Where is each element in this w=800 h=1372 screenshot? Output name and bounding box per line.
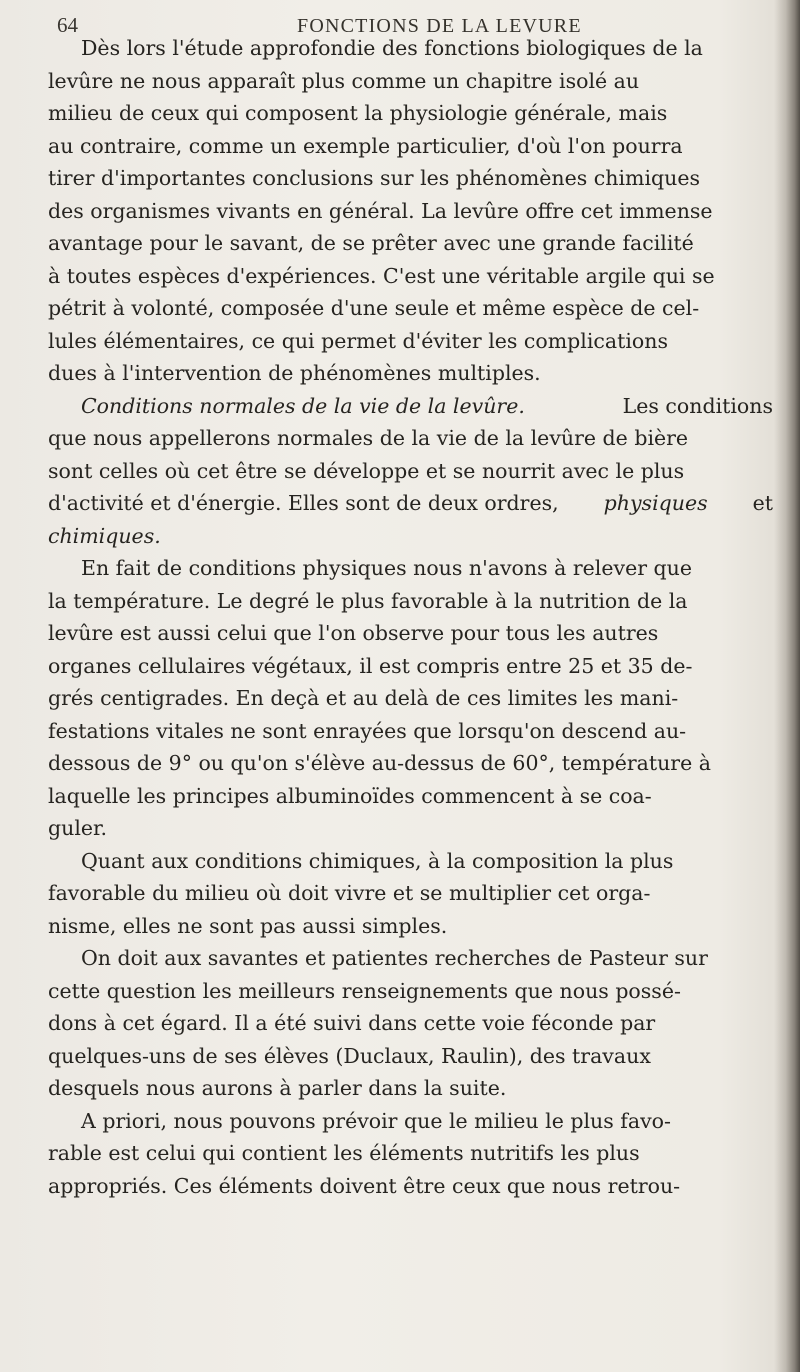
- page-number: 64: [57, 13, 78, 37]
- text-line: festations vitales ne sont enrayées que lorsqu'on descend au-: [48, 718, 687, 743]
- text-line: appropriés. Ces éléments doivent être ceux que nous retrou-: [48, 1173, 681, 1198]
- text-line: la température. Le degré le plus favorable à la nutrition de la: [48, 588, 688, 613]
- text-line: cette question les meilleurs renseignements que nous possé-: [48, 978, 681, 1003]
- text-line: dessous de 9° ou qu'on s'élève au-dessus de 60°, température à: [48, 751, 711, 775]
- emphasis-chimiques: chimiques.: [48, 523, 161, 548]
- text-line: desquels nous aurons à parler dans la suite.: [48, 1076, 507, 1100]
- text-line: grés centigrades. En deçà et au delà de ces limites les mani-: [48, 686, 679, 710]
- emphasis-physiques: physiques: [603, 491, 708, 515]
- text-line: lules élémentaires, ce qui permet d'éviter les complications: [48, 328, 668, 353]
- running-title: FONCTIONS DE LA LEVURE: [297, 15, 582, 37]
- text-line: dues à l'intervention de phénomènes multiples.: [48, 361, 541, 385]
- text-line: Quant aux conditions chimiques, à la composition la plus: [81, 848, 674, 873]
- text-line: favorable du milieu où doit vivre et se multiplier cet orga-: [48, 881, 651, 905]
- text-line: En fait de conditions physiques nous n'avons à relever que: [81, 556, 692, 580]
- text-line: tirer d'importantes conclusions sur les phénomènes chimiques: [48, 166, 700, 190]
- text-line: nisme, elles ne sont pas aussi simples.: [48, 913, 448, 938]
- text-line: d'activité et d'énergie. Elles sont de deux ordres, physiques et: [48, 487, 773, 520]
- page-binding-shadow: [774, 0, 800, 1372]
- text-line: A priori, nous pouvons prévoir que le milieu le plus favo-: [81, 1108, 671, 1133]
- section-heading: Conditions normales de la vie de la levûre.: [81, 393, 525, 418]
- text-line: avantage pour le savant, de se prêter avec une grande facilité: [48, 231, 694, 255]
- section-heading-line: Conditions normales de la vie de la levûre. Les conditions: [48, 390, 773, 423]
- body-text: [48, 32, 773, 1202]
- text-line: quelques-uns de ses élèves (Duclaux, Raulin), des travaux: [48, 1043, 651, 1068]
- text-line: laquelle les principes albuminoïdes commencent à se coa-: [48, 783, 652, 808]
- text-line: [48, 520, 773, 553]
- text-line: guler.: [48, 816, 108, 840]
- text-line: dons à cet égard. Il a été suivi dans cette voie féconde par: [48, 1011, 656, 1035]
- text-line: rable est celui qui contient les éléments nutritifs les plus: [48, 1141, 640, 1165]
- text-line: sont celles où cet être se développe et se nourrit avec le plus: [48, 458, 685, 483]
- text-line: Dès lors l'étude approfondie des fonctions biologiques de la: [81, 36, 703, 60]
- text-line: levûre est aussi celui que l'on observe pour tous les autres: [48, 621, 659, 645]
- text-line: à toutes espèces d'expériences. C'est une véritable argile qui se: [48, 263, 715, 288]
- text-line: que nous appellerons normales de la vie de la levûre de bière: [48, 426, 689, 450]
- text-line: organes cellulaires végétaux, il est compris entre 25 et 35 de-: [48, 653, 693, 678]
- text-line: On doit aux savantes et patientes recherches de Pasteur sur: [81, 946, 708, 970]
- text-line: pétrit à volonté, composée d'une seule et même espèce de cel-: [48, 296, 700, 320]
- text-line: milieu de ceux qui composent la physiologie générale, mais: [48, 101, 668, 125]
- text-line: des organismes vivants en général. La levûre offre cet immense: [48, 198, 713, 223]
- text-line: levûre ne nous apparaît plus comme un chapitre isolé au: [48, 68, 640, 93]
- text-line: au contraire, comme un exemple particulier, d'où l'on pourra: [48, 133, 683, 158]
